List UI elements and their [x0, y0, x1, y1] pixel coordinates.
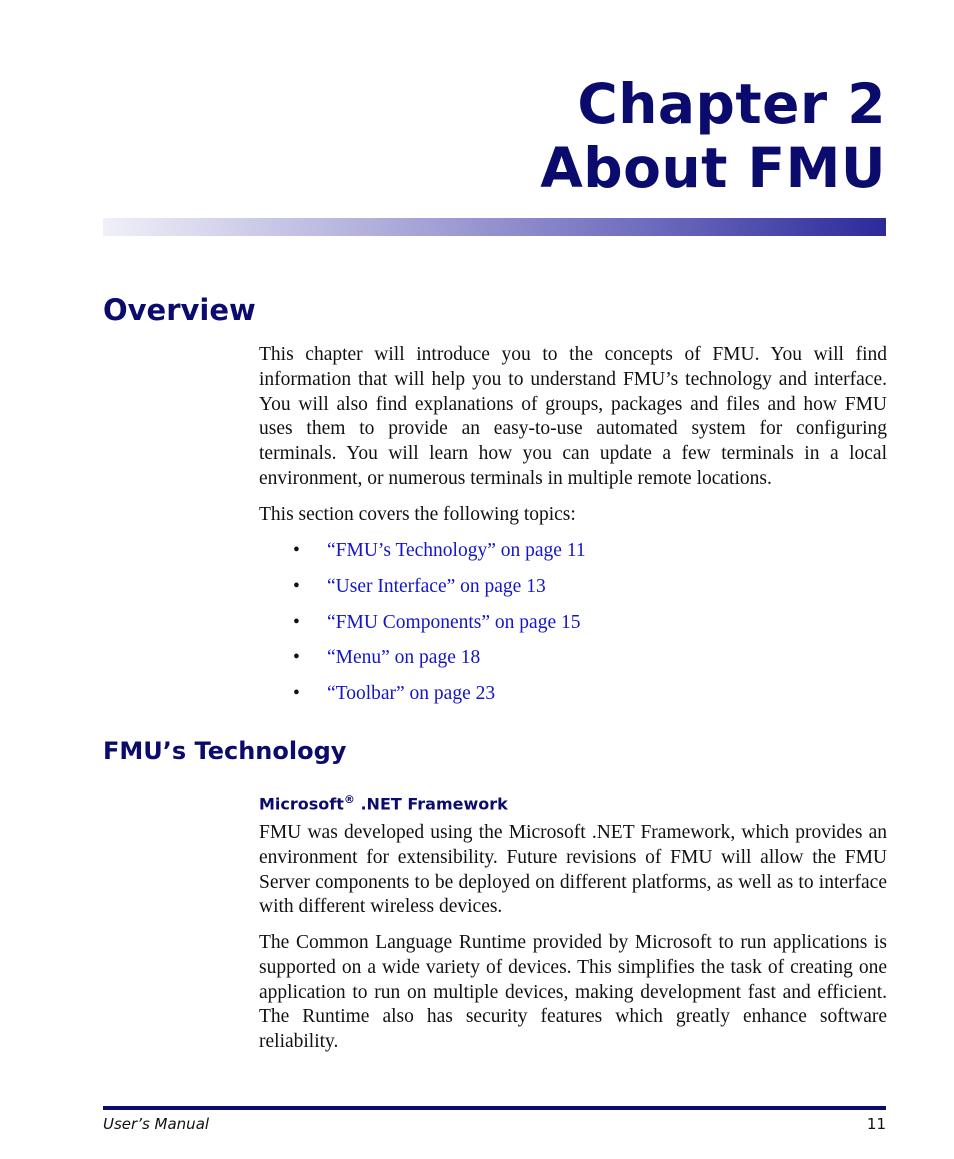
technology-heading: FMU’s Technology — [103, 737, 347, 765]
bullet-icon: • — [293, 540, 300, 561]
list-item — [259, 537, 586, 573]
list-item — [259, 609, 586, 645]
topics-list — [259, 537, 586, 716]
registered-mark: ® — [343, 793, 355, 806]
topic-link-fmu-technology[interactable]: “FMU’s Technology” on page 11 — [327, 540, 586, 561]
bullet-icon: • — [293, 611, 300, 633]
footer-rule — [103, 1106, 886, 1110]
runtime-paragraph: The Common Language Runtime provided by Microsoft to run applications is supported on a wide variety of devices. This simplifies the task of creating one application to run on multiple devices, making development fast and efficient. The Runtime also has security features which greatly enhance software reliability. — [259, 932, 887, 1053]
dotnet-subheading-rest: .NET Framework — [354, 794, 508, 814]
bullet-icon: • — [293, 683, 300, 705]
topic-link-menu[interactable]: “Menu” on page 18 — [327, 647, 481, 669]
bullet-icon: • — [293, 575, 300, 597]
list-item — [259, 573, 586, 609]
chapter-gradient-bar — [103, 218, 886, 236]
chapter-number: Chapter 2 — [577, 72, 886, 136]
topic-link-user-interface[interactable]: “User Interface” on page 13 — [327, 575, 546, 597]
footer-page-number: 11 — [866, 1115, 886, 1133]
chapter-title — [540, 72, 886, 200]
dotnet-subheading-main: Microsoft — [259, 794, 344, 814]
bullet-icon: • — [293, 647, 300, 669]
overview-intro-paragraph: This chapter will introduce you to the concepts of FMU. You will find information that will help you to understand FMU’s technology and interface. You will also find explanations of groups, packages and files and how FMU uses them to provide an easy-to-use automated system for configuring terminals. You will learn how you can update a few terminals in a local environment, or numerous terminals in multiple remote locations. — [259, 344, 887, 489]
overview-heading: Overview — [103, 293, 256, 327]
list-item — [259, 644, 586, 680]
dotnet-subheading — [259, 787, 508, 817]
topic-link-toolbar[interactable]: “Toolbar” on page 23 — [327, 683, 496, 705]
topic-link-fmu-components[interactable]: “FMU Components” on page 15 — [327, 611, 581, 633]
dotnet-paragraph: FMU was developed using the Microsoft .NET Framework, which provides an environment for extensibility. Future revisions of FMU will allow the FMU Server components to be deployed on different platforms, as well as to interface with different wireless devices. — [259, 822, 887, 918]
topics-intro-text: This section covers the following topics: — [259, 504, 576, 525]
list-item — [259, 680, 586, 716]
footer-manual-title: User’s Manual — [103, 1115, 210, 1133]
chapter-name: About FMU — [540, 136, 886, 200]
